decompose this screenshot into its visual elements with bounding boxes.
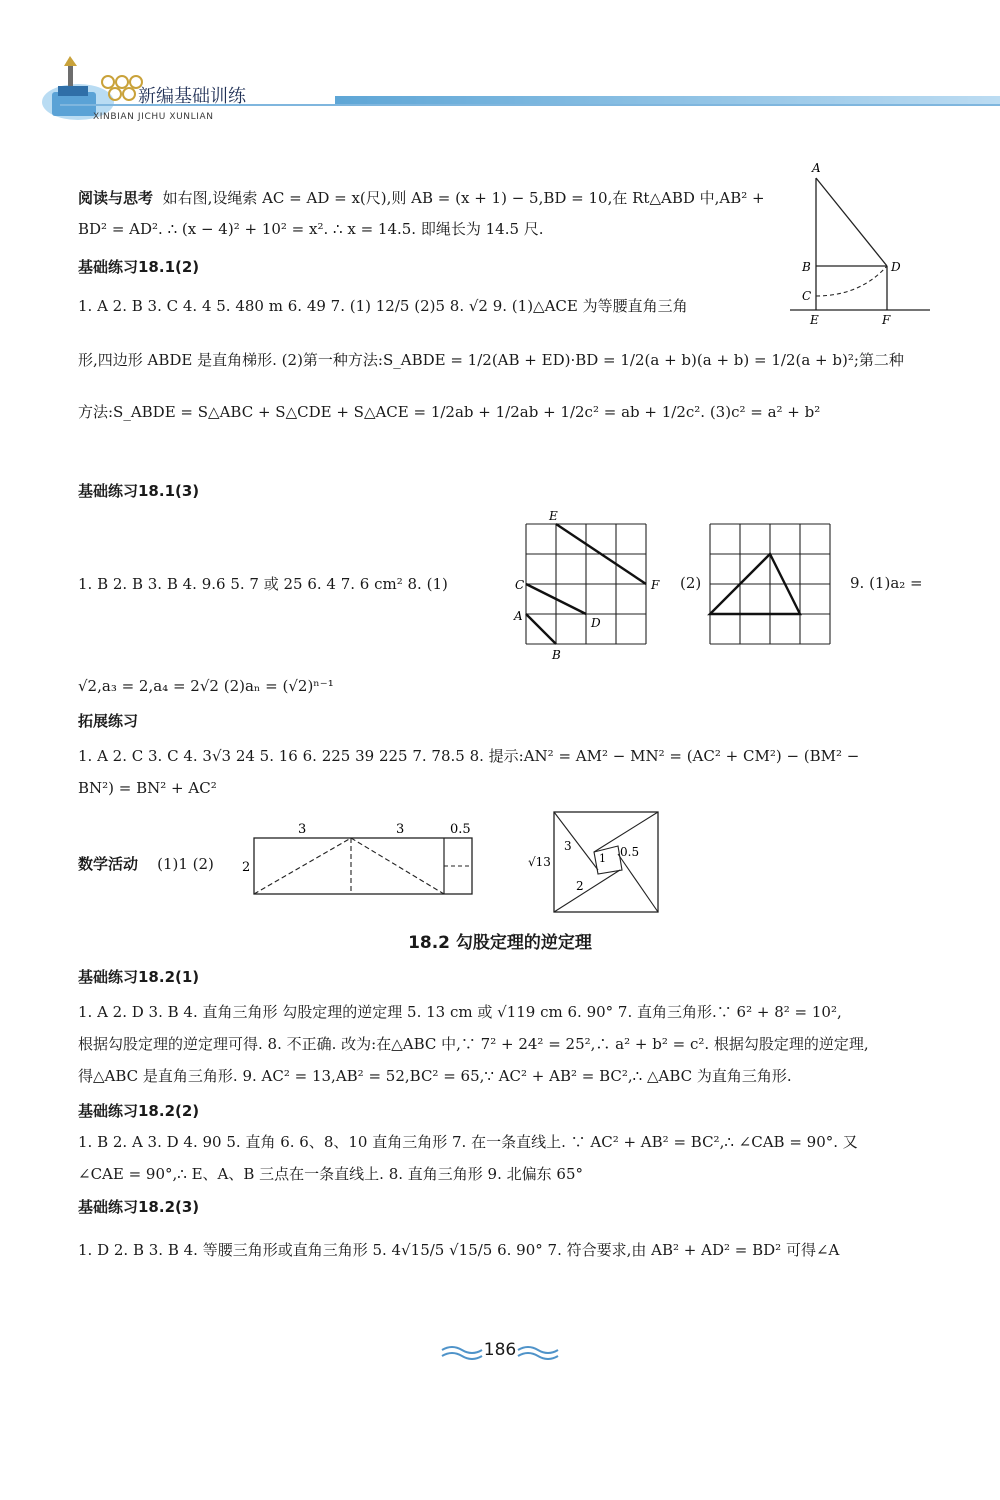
fig1-label-C: C <box>802 289 812 303</box>
page-number: 186 <box>483 1340 517 1360</box>
heading-18-2-2: 基础练习18.2(2) <box>78 1102 200 1120</box>
fig2-label-A: A <box>514 609 523 623</box>
fig1-label-B: B <box>802 260 811 274</box>
heading-18-1-3: 基础练习18.1(3) <box>78 482 200 500</box>
math-activity-label: 数学活动 <box>78 855 139 873</box>
s18-1-2-line-2: 形,四边形 ABDE 是直角梯形. (2)第一种方法:S_ABDE = 1/2(AB + ED)·BD = 1/2(a + b)(a + b) = 1/2(a + b)²;第二种 <box>78 351 904 369</box>
s18-2-2-line-1: 1. B 2. A 3. D 4. 90 5. 直角 6. 6、8、10 直角三角形 7. 在一条直线上. ∵ AC² + AB² = BC²,∴ ∠CAB = 90°. 又 <box>78 1133 858 1151</box>
fig5-label-1: 1 <box>599 852 606 865</box>
fig2-label-E: E <box>549 509 558 523</box>
heading-18-2-3: 基础练习18.2(3) <box>78 1198 200 1216</box>
fig4-label-3-right: 3 <box>396 822 405 837</box>
s18-1-2-line-3: 方法:S_ABDE = S△ABC + S△CDE + S△ACE = 1/2ab + 1/2ab + 1/2c² = ab + 1/2c². (3)c² = a² + b² <box>78 403 821 421</box>
figure-grid-triangle <box>706 520 836 650</box>
heading-18-1-2: 基础练习18.1(2) <box>78 258 200 276</box>
fig1-label-A: A <box>812 161 821 175</box>
fig1-label-D: D <box>891 260 901 274</box>
extension-line-2: BN²) = BN² + AC² <box>78 779 217 797</box>
fig4-label-3-left: 3 <box>298 822 307 837</box>
fig5-label-sqrt13: √13 <box>528 855 551 869</box>
fig2-label-F: F <box>651 578 660 592</box>
s18-2-1-line-2: 根据勾股定理的逆定理可得. 8. 不正确. 改为:在△ABC 中,∵ 7² + 24² = 25²,∴ a² + b² = c². 根据勾股定理的逆定理, <box>78 1035 869 1053</box>
s18-1-3-line-1: 1. B 2. B 3. B 4. 9.6 5. 7 或 25 6. 4 7. 6 cm² 8. (1) <box>78 575 448 593</box>
section-title-18-2: 18.2 勾股定理的逆定理 <box>408 933 592 953</box>
heading-18-2-1: 基础练习18.2(1) <box>78 968 200 986</box>
s18-2-1-line-3: 得△ABC 是直角三角形. 9. AC² = 13,AB² = 52,BC² = 65,∵ AC² + AB² = BC²,∴ △ABC 为直角三角形. <box>78 1067 792 1085</box>
page-wave-right-icon <box>516 1344 560 1360</box>
header-title: 新编基础训练 <box>138 86 246 107</box>
math-activity-line <box>78 854 214 874</box>
s18-2-3-line-1: 1. D 2. B 3. B 4. 等腰三角形或直角三角形 5. 4√15/5 √15/5 6. 90° 7. 符合要求,由 AB² + AD² = BD² 可得∠A <box>78 1241 840 1259</box>
fig4-label-2: 2 <box>242 860 251 875</box>
s18-1-3-q9: 9. (1)a₂ = <box>850 574 923 592</box>
heading-extension: 拓展练习 <box>78 712 139 730</box>
fig5-label-0-5: 0.5 <box>620 845 640 859</box>
fig1-label-F: F <box>882 313 891 327</box>
fig1-label-E: E <box>810 313 819 327</box>
s18-2-2-line-2: ∠CAE = 90°,∴ E、A、B 三点在一条直线上. 8. 直角三角形 9. 北偏东 65° <box>78 1165 583 1183</box>
reading-label: 阅读与思考 <box>78 189 154 207</box>
figure-rope-diagram <box>790 156 940 332</box>
fig5-label-3: 3 <box>564 839 572 853</box>
fig2-label-D: D <box>591 616 601 630</box>
reading-line-1 <box>78 188 765 208</box>
figure-folded-rectangle <box>236 818 482 902</box>
figure-pinwheel-square <box>522 808 662 914</box>
figure-grid-segments <box>506 506 666 666</box>
header-subtitle: XINBIAN JICHU XUNLIAN <box>93 112 214 122</box>
fig5-label-2: 2 <box>576 879 584 893</box>
extension-line-1: 1. A 2. C 3. C 4. 3√3 24 5. 16 6. 225 39 225 7. 78.5 8. 提示:AN² = AM² − MN² = (AC² + CM²) − (BM² − <box>78 747 860 765</box>
fig4-label-0-5: 0.5 <box>450 822 471 837</box>
s18-2-1-line-1: 1. A 2. D 3. B 4. 直角三角形 勾股定理的逆定理 5. 13 cm 或 √119 cm 6. 90° 7. 直角三角形.∵ 6² + 8² = 10², <box>78 1003 842 1021</box>
s18-1-2-line-1: 1. A 2. B 3. C 4. 4 5. 480 m 6. 49 7. (1) 12/5 (2)5 8. √2 9. (1)△ACE 为等腰直角三角 <box>78 297 688 315</box>
math-activity-answers: (1)1 (2) <box>157 855 214 873</box>
fig2-label-B: B <box>552 648 561 662</box>
reading-line-2: BD² = AD². ∴ (x − 4)² + 10² = x². ∴ x = 14.5. 即绳长为 14.5 尺. <box>78 220 544 238</box>
fig2-label-C: C <box>515 578 525 592</box>
s18-1-3-part-2: (2) <box>680 574 702 592</box>
reading-text-1: 如右图,设绳索 AC = AD = x(尺),则 AB = (x + 1) − 5,BD = 10,在 Rt△ABD 中,AB² + <box>162 189 765 207</box>
s18-1-3-line-2: √2,a₃ = 2,a₄ = 2√2 (2)aₙ = (√2)ⁿ⁻¹ <box>78 677 334 695</box>
